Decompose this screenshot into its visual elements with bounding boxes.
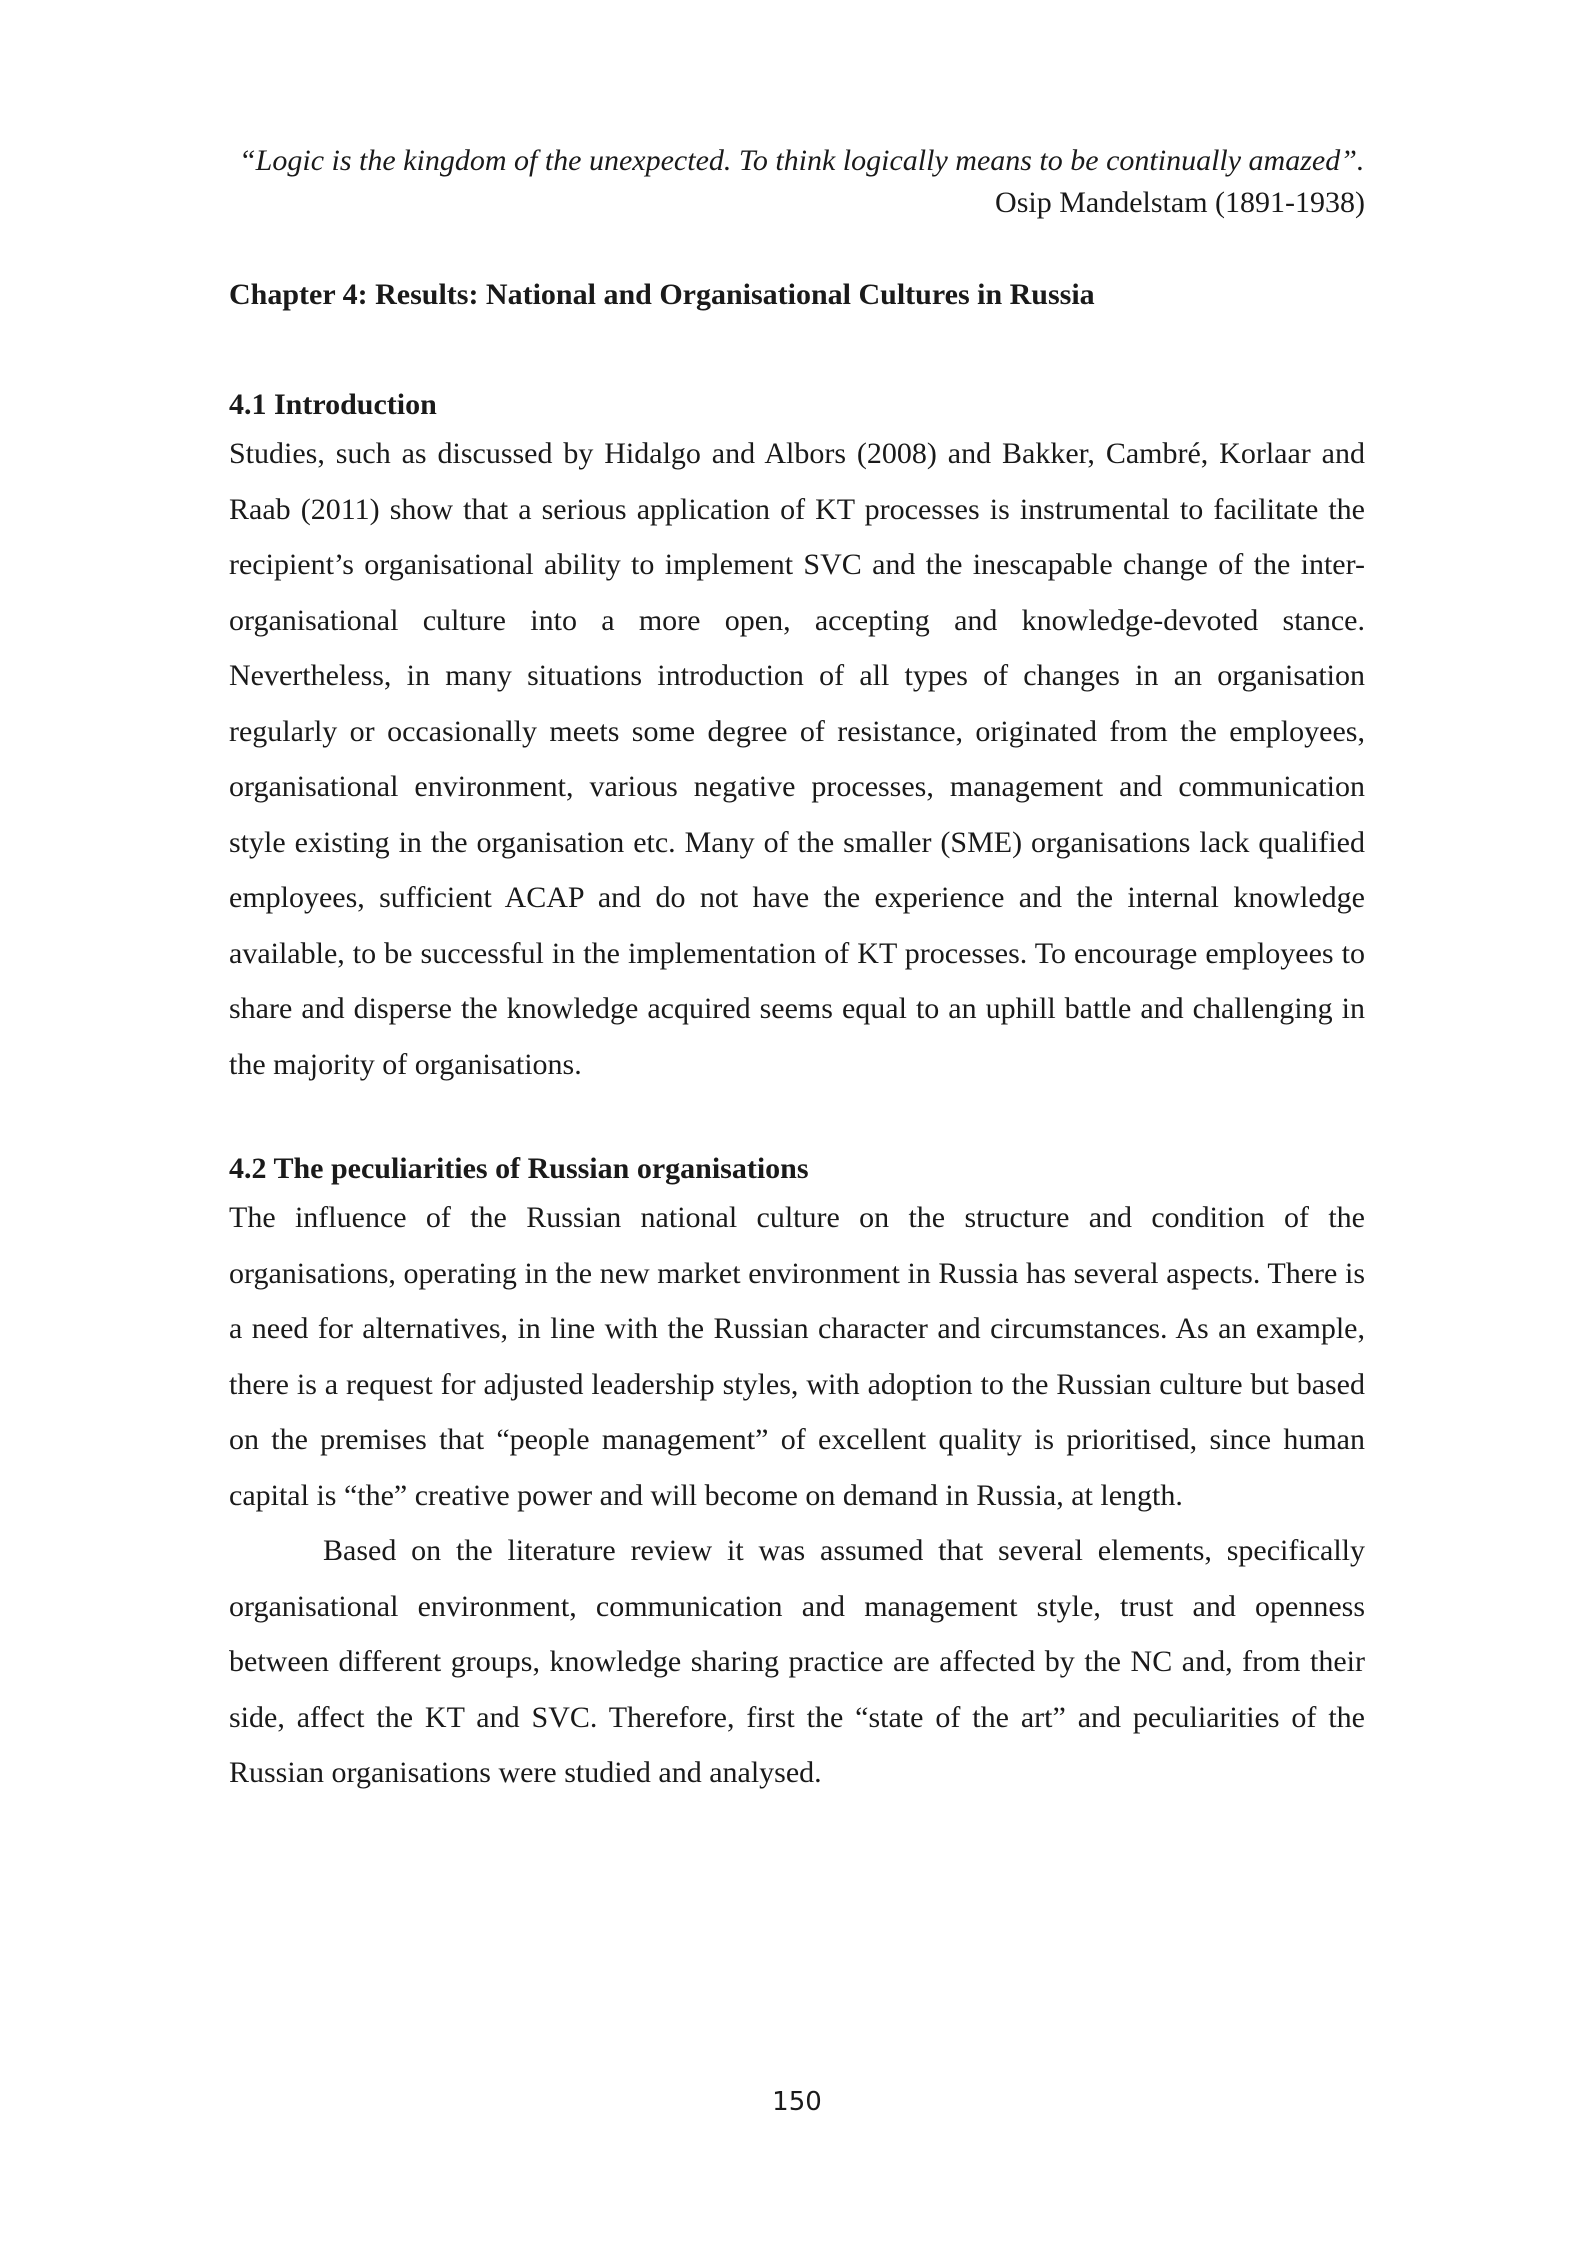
chapter-title: Chapter 4: Results: National and Organisational Cultures in Russia — [229, 278, 1095, 311]
document-page — [229, 140, 1365, 1801]
section-heading-introduction: 4.1 Introduction — [229, 388, 437, 421]
page-number: 150 — [772, 2087, 822, 2117]
introduction-paragraph: Studies, such as discussed by Hidalgo and Albors (2008) and Bakker, Cambré, Korlaar and Raab (2011) show that a serious application of KT processes is instrumental to facilitate the recipient’s organisational ability to implement SVC and the inescapable change of the inter-organisational culture into a more open, accepting and knowledge-devoted stance. Nevertheless, in many situations introduction of all types of changes in an organisation regularly or occasionally meets some degree of resistance, originated from the employees, organisational environment, various negative processes, management and communication style existing in the organisation etc. Many of the smaller (SME) organisations lack qualified employees, sufficient ACAP and do not have the experience and the internal knowledge available, to be successful in the implementation of KT processes. To encourage employees to share and disperse the knowledge acquired seems equal to an uphill battle and challenging in the majority of organisations. — [229, 437, 1365, 1081]
peculiarities-paragraph-2: Based on the literature review it was assumed that several elements, specifically organisational environment, communication and management style, trust and openness between different groups, knowledge sharing practice are affected by the NC and, from their side, affect the KT and SVC. Therefore, first the “state of the art” and peculiarities of the Russian organisations were studied and analysed. — [229, 1534, 1365, 1789]
epigraph-author: Osip Mandelstam (1891-1938) — [995, 186, 1365, 219]
epigraph-quote: “Logic is the kingdom of the unexpected. To think logically means to be continually amazed”. — [239, 144, 1365, 177]
peculiarities-paragraph-1: The influence of the Russian national culture on the structure and condition of the organisations, operating in the new market environment in Russia has several aspects. There is a need for alternatives, in line with the Russian character and circumstances. As an example, there is a request for adjusted leadership styles, with adoption to the Russian culture but based on the premises that “people management” of excellent quality is prioritised, since human capital is “the” creative power and will become on demand in Russia, at length. — [229, 1201, 1365, 1512]
section-heading-peculiarities: 4.2 The peculiarities of Russian organisations — [229, 1152, 809, 1185]
